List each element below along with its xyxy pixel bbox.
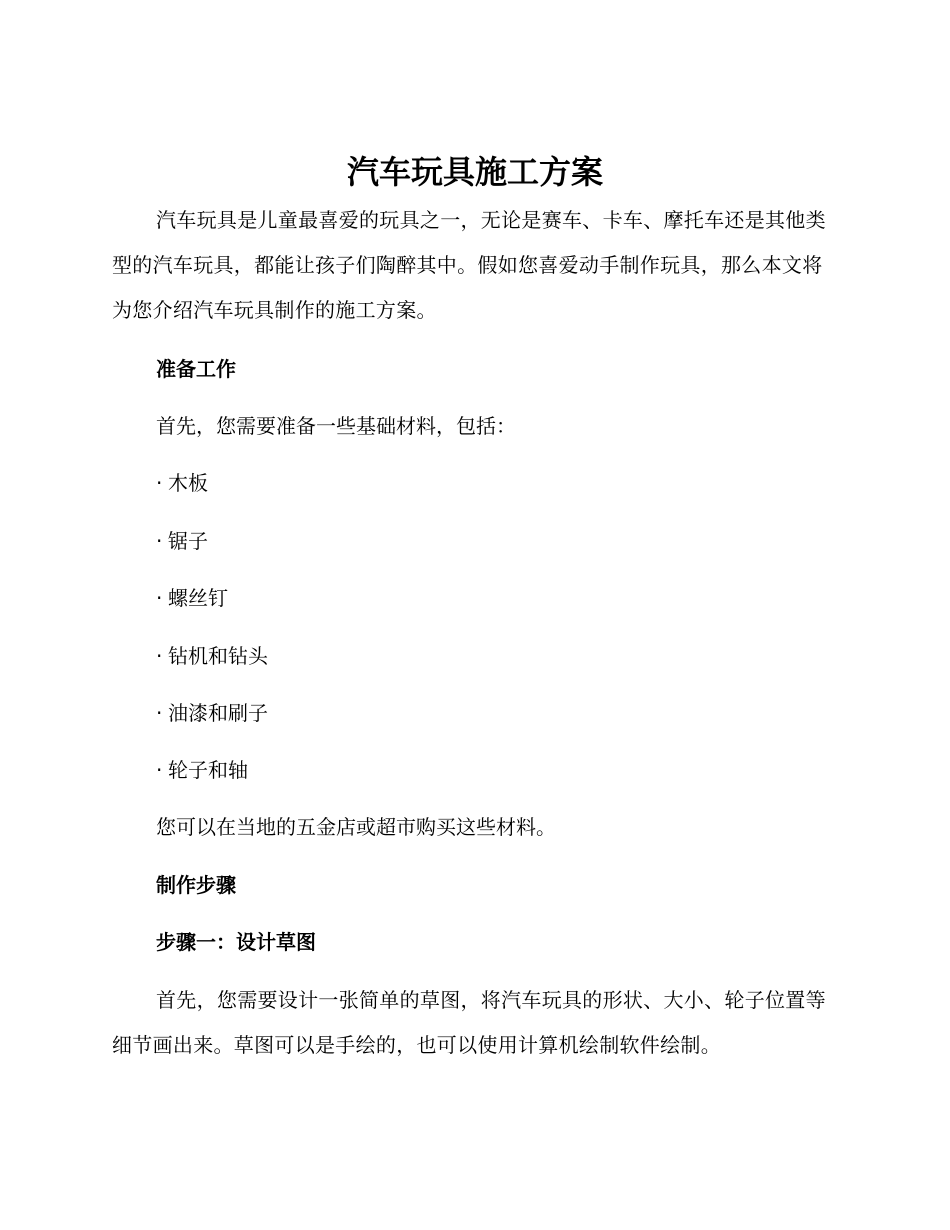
preparation-heading: 准备工作 [156,357,236,381]
preparation-closing: 您可以在当地的五金店或超市购买这些材料。 [156,815,556,839]
material-list-item [156,468,208,498]
material-item-label: 锯子 [168,529,208,553]
bullet-marker: · [156,471,163,495]
material-item-label: 轮子和轴 [168,758,248,782]
bullet-marker: · [156,586,163,610]
bullet-marker: · [156,701,163,725]
bullet-marker: · [156,529,163,553]
material-item-label: 木板 [168,471,208,495]
step1-paragraph: 首先，您需要设计一张简单的草图，将汽车玩具的形状、大小、轮子位置等细节画出来。草图可以是手绘的，也可以使用计算机绘制软件绘制。 [112,988,826,1057]
bullet-marker: · [156,644,163,668]
material-item-label: 钻机和钻头 [168,644,268,668]
material-list-item [156,698,268,728]
intro-paragraph: 汽车玩具是儿童最喜爱的玩具之一，无论是赛车、卡车、摩托车还是其他类型的汽车玩具，都能让孩子们陶醉其中。假如您喜爱动手制作玩具，那么本文将为您介绍汽车玩具制作的施工方案。 [112,208,826,322]
material-list-item [156,755,248,785]
preparation-lead: 首先，您需要准备一些基础材料，包括： [156,414,516,438]
material-item-label: 螺丝钉 [168,586,228,610]
step1-heading: 步骤一：设计草图 [156,930,316,954]
material-list-item [156,641,268,671]
material-list-item [156,526,208,556]
material-item-label: 油漆和刷子 [168,701,268,725]
steps-heading: 制作步骤 [156,873,236,897]
bullet-marker: · [156,758,163,782]
material-list-item [156,583,228,613]
document-title: 汽车玩具施工方案 [346,153,603,191]
